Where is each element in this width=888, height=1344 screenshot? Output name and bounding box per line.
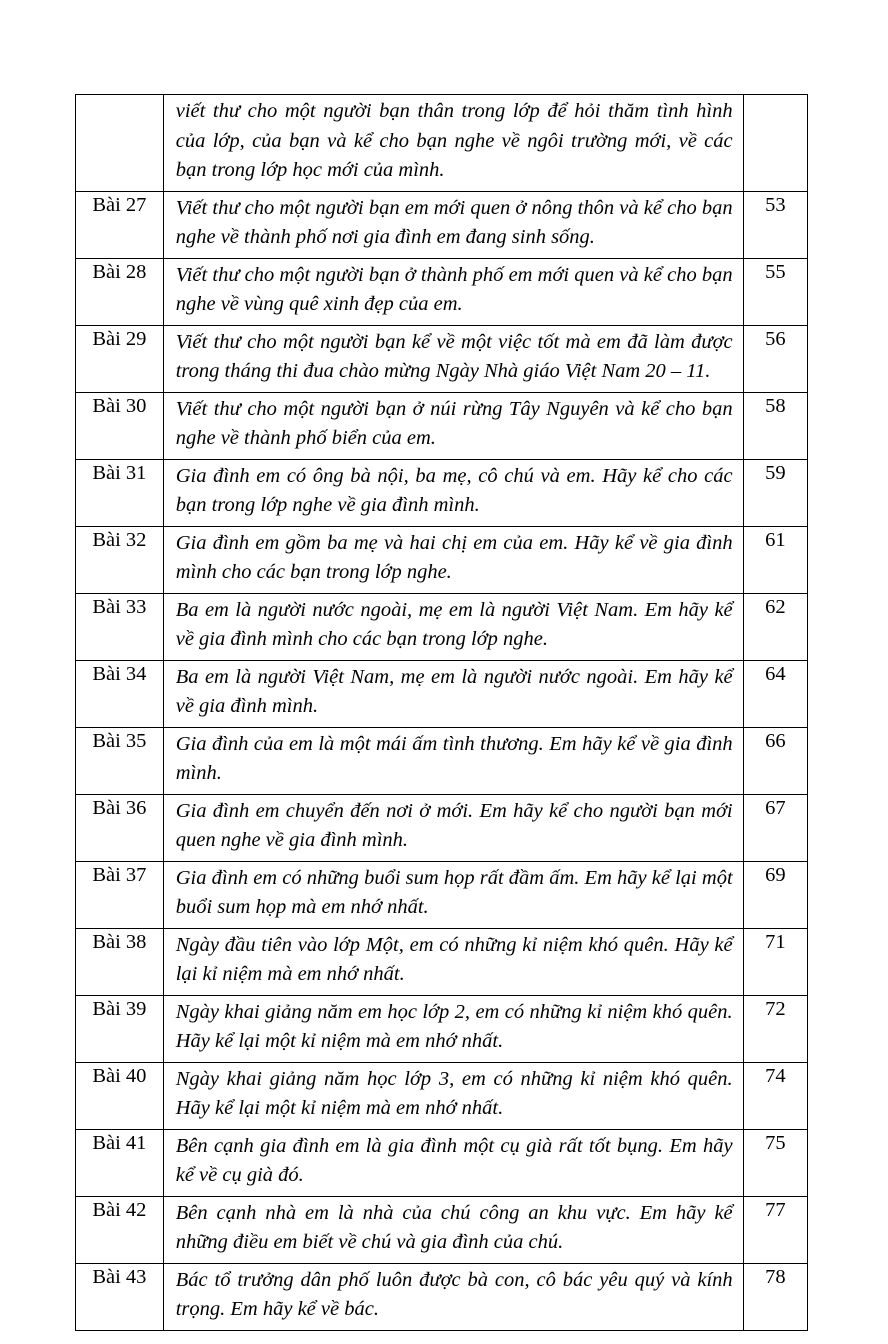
lesson-number-cell: Bài 38 [76,928,164,995]
lesson-number-cell [76,95,164,192]
table-row [76,1263,808,1330]
table-row [76,928,808,995]
lesson-description-cell: Viết thư cho một người bạn ở thành phố em mới quen và kể cho bạn nghe về vùng quê xinh đẹp của em. [163,258,743,325]
lesson-description-cell: Bác tổ trưởng dân phố luôn được bà con, cô bác yêu quý và kính trọng. Em hãy kể về bác. [163,1263,743,1330]
toc-body [76,95,808,1331]
table-row [76,794,808,861]
page-number-cell: 61 [743,526,807,593]
lesson-number-cell: Bài 41 [76,1129,164,1196]
table-row [76,526,808,593]
lesson-number-cell: Bài 42 [76,1196,164,1263]
lesson-description-cell: viết thư cho một người bạn thân trong lớp để hỏi thăm tình hình của lớp, của bạn và kể cho bạn nghe về ngôi trường mới, về các bạn trong lớp học mới của mình. [163,95,743,192]
lesson-description-cell: Ngày khai giảng năm em học lớp 2, em có những kỉ niệm khó quên. Hãy kể lại một kỉ niệm mà em nhớ nhất. [163,995,743,1062]
page-number-cell: 62 [743,593,807,660]
table-row [76,392,808,459]
lesson-description-cell: Gia đình em có những buổi sum họp rất đầm ấm. Em hãy kể lại một buổi sum họp mà em nhớ nhất. [163,861,743,928]
lesson-number-cell: Bài 40 [76,1062,164,1129]
table-row [76,1129,808,1196]
lesson-description-cell: Viết thư cho một người bạn em mới quen ở nông thôn và kể cho bạn nghe về thành phố nơi gia đình em đang sinh sống. [163,191,743,258]
table-row [76,459,808,526]
table-row [76,660,808,727]
table-row [76,1062,808,1129]
lesson-description-cell: Viết thư cho một người bạn kể về một việc tốt mà em đã làm được trong tháng thi đua chào mừng Ngày Nhà giáo Việt Nam 20 – 11. [163,325,743,392]
lesson-description-cell: Gia đình của em là một mái ấm tình thương. Em hãy kể về gia đình mình. [163,727,743,794]
page-number-cell: 69 [743,861,807,928]
lesson-description-cell: Ba em là người nước ngoài, mẹ em là người Việt Nam. Em hãy kể về gia đình mình cho các bạn trong lớp nghe. [163,593,743,660]
page-number-cell: 74 [743,1062,807,1129]
page-number-cell: 72 [743,995,807,1062]
lesson-number-cell: Bài 35 [76,727,164,794]
page-number-cell: 58 [743,392,807,459]
table-row [76,191,808,258]
page-number-cell: 59 [743,459,807,526]
lesson-number-cell: Bài 34 [76,660,164,727]
page-number-cell: 66 [743,727,807,794]
lesson-description-cell: Ngày khai giảng năm học lớp 3, em có những kỉ niệm khó quên. Hãy kể lại một kỉ niệm mà em nhớ nhất. [163,1062,743,1129]
lesson-number-cell: Bài 31 [76,459,164,526]
page-number-cell: 75 [743,1129,807,1196]
page-number-cell: 56 [743,325,807,392]
lesson-description-cell: Gia đình em gồm ba mẹ và hai chị em của em. Hãy kể về gia đình mình cho các bạn trong lớp nghe. [163,526,743,593]
table-row [76,325,808,392]
page-number-cell: 77 [743,1196,807,1263]
table-row [76,995,808,1062]
lesson-description-cell: Ngày đầu tiên vào lớp Một, em có những kỉ niệm khó quên. Hãy kể lại kỉ niệm mà em nhớ nhất. [163,928,743,995]
lesson-number-cell: Bài 32 [76,526,164,593]
table-row [76,727,808,794]
page-number-cell: 67 [743,794,807,861]
lesson-description-cell: Bên cạnh nhà em là nhà của chú công an khu vực. Em hãy kể những điều em biết về chú và gia đình của chú. [163,1196,743,1263]
lesson-number-cell: Bài 33 [76,593,164,660]
table-row [76,593,808,660]
table-row [76,1196,808,1263]
page-number-cell: 55 [743,258,807,325]
page-number-cell: 64 [743,660,807,727]
lesson-number-cell: Bài 28 [76,258,164,325]
page-number-cell [743,95,807,192]
lesson-description-cell: Gia đình em có ông bà nội, ba mẹ, cô chú và em. Hãy kể cho các bạn trong lớp nghe về gia đình mình. [163,459,743,526]
page-number-cell: 53 [743,191,807,258]
lesson-number-cell: Bài 37 [76,861,164,928]
lesson-number-cell: Bài 43 [76,1263,164,1330]
lesson-number-cell: Bài 30 [76,392,164,459]
lesson-description-cell: Bên cạnh gia đình em là gia đình một cụ già rất tốt bụng. Em hãy kể về cụ già đó. [163,1129,743,1196]
table-of-contents [75,94,808,1331]
lesson-description-cell: Ba em là người Việt Nam, mẹ em là người nước ngoài. Em hãy kể về gia đình mình. [163,660,743,727]
table-row [76,861,808,928]
lesson-number-cell: Bài 39 [76,995,164,1062]
table-row [76,258,808,325]
page-number-cell: 78 [743,1263,807,1330]
lesson-description-cell: Viết thư cho một người bạn ở núi rừng Tây Nguyên và kể cho bạn nghe về thành phố biển của em. [163,392,743,459]
lesson-description-cell: Gia đình em chuyển đến nơi ở mới. Em hãy kể cho người bạn mới quen nghe về gia đình mình. [163,794,743,861]
page-number-cell: 71 [743,928,807,995]
lesson-number-cell: Bài 36 [76,794,164,861]
lesson-number-cell: Bài 29 [76,325,164,392]
lesson-number-cell: Bài 27 [76,191,164,258]
table-row [76,95,808,192]
